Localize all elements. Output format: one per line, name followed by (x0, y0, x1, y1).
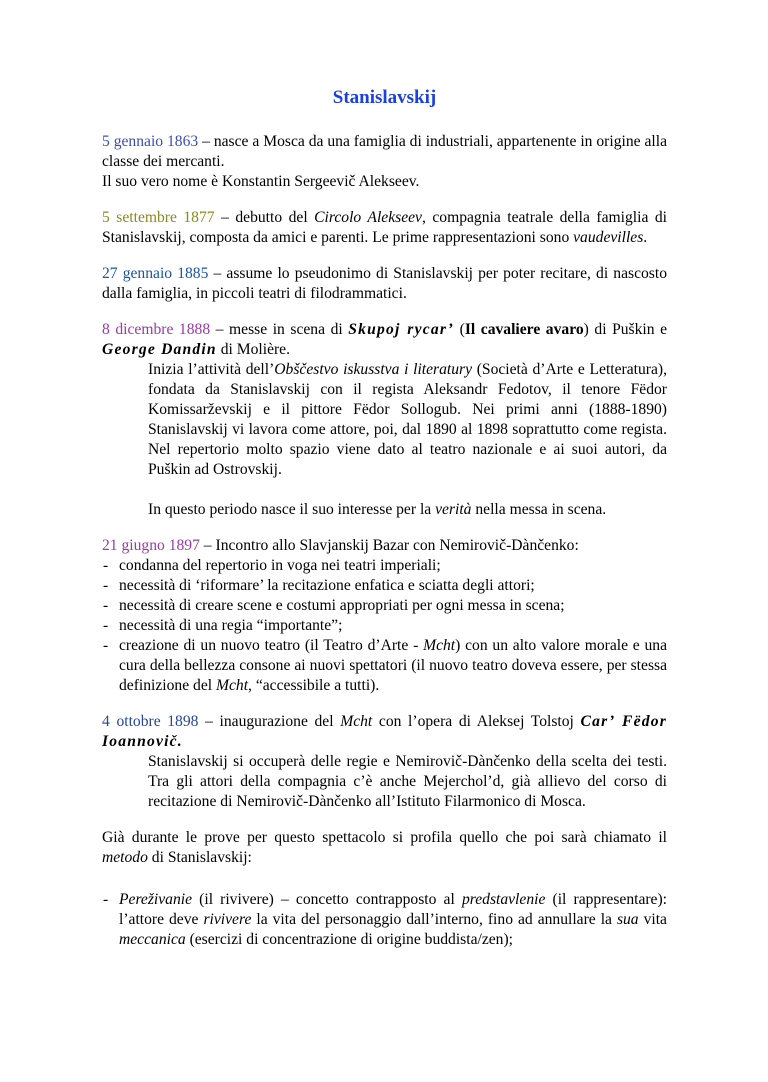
entry-1888-paragraph-1 (102, 360, 667, 480)
list-item (102, 636, 667, 696)
page-title: Stanislavskij (332, 87, 437, 108)
mcht-abbrev: Mcht (340, 713, 373, 730)
verita-intro: In questo periodo nasce il suo interesse per la (148, 501, 436, 518)
entry-1897-text: – Incontro allo Slavjanskij Bazar con Nemirovič-Dànčenko: (199, 537, 579, 554)
work-skupoj-rycar: Skupoj rycar’ (348, 321, 455, 338)
method-list (102, 890, 667, 950)
perezivanie-term: Perežіvanie (119, 891, 193, 908)
list-item-text-a: creazione di un nuovo teatro (il Teatro d’Arte - (119, 637, 424, 654)
society-name: Obščestvo iskusstva i literatury (274, 361, 473, 378)
circolo-title: Circolo Alekseev (314, 209, 422, 226)
list-item: - condanna del repertorio in voga nei teatri imperiali; (102, 556, 667, 576)
work-car-fedor: Car’ Fëdor Ioannovič. (102, 713, 668, 750)
entry-1885 (102, 264, 667, 304)
mcht-abbrev: Mcht (423, 637, 456, 654)
entry-1888-text-c: ) di Puškin e (583, 321, 668, 338)
date-1888: 8 dicembre 1888 (102, 321, 211, 338)
society-description: (Società d’Arte e Letteratura), fondata da Stanislavskij con il regista Aleksandr Fedotov, il tenore Fëdor Komissarževskij e il pittore Fëdor Sollogub. Nei primi anni (1888-1890) Stanislavskij vi lavora come attore, poi, dal 1890 al 1898 soprattutto come regista. Nel repertorio molto spazio viene dato al teatro nazionale e ai suoi autori, da Puškin ad Ostrovskij. (148, 361, 667, 478)
method-intro-text-a: Già durante le prove per questo spettacolo si profila quello che poi sarà chiamato il (102, 829, 667, 846)
list-item: - necessità di ‘riformare’ la recitazione enfatica e sciatta degli attori; (102, 576, 667, 596)
verita-end: nella messa in scena. (471, 501, 607, 518)
work-cavaliere-avaro: Il cavaliere avaro (464, 321, 584, 338)
predstavlenie-term: predstavlenie (461, 891, 546, 908)
entry-1898-text-a: – inaugurazione del (198, 713, 341, 730)
entry-1898 (102, 712, 667, 812)
rivivere-term: rivivere (203, 911, 252, 928)
sua-term: sua (616, 911, 639, 928)
method-text-a: (il rivivere) – concetto contrapposto al (192, 891, 462, 908)
mcht-abbrev: Mcht (216, 677, 249, 694)
entry-1885-text: – assume lo pseudonimo di Stanislavskij per poter recitare, di nascosto dalla famiglia, in piccoli teatri di filodrammatici. (102, 265, 667, 302)
entry-1863-text: – nasce a Mosca da una famiglia di industriali, appartenente in origine alla classe dei mercanti. (102, 133, 667, 170)
entry-1888-paragraph-2 (102, 500, 667, 520)
list-item-text-b: ) con un alto valore morale e una cura della bellezza consone ai nuovi spettatori (il nuovo teatro doveva essere, per stessa definizione del (119, 637, 667, 694)
meccanica-term: meccanica (119, 931, 186, 948)
document-page (0, 88, 768, 950)
entry-1877 (102, 208, 667, 248)
verita-term: verità (435, 501, 472, 518)
list-item: - necessità di creare scene e costumi appropriati per ogni messa in scena; (102, 596, 667, 616)
method-intro (102, 828, 667, 868)
method-text-b: (il rappresentare): l’attore deve (119, 891, 668, 928)
entry-1863 (102, 132, 667, 192)
entry-1898-text-b: con l’opera di Aleksej Tolstoj (372, 713, 581, 730)
vaudevilles-term: vaudevilles (573, 229, 644, 246)
date-1898: 4 ottobre 1898 (102, 713, 199, 730)
reform-list (102, 556, 667, 696)
society-intro: Inizia l’attività dell’ (148, 361, 275, 378)
date-1863: 5 gennaio 1863 (102, 133, 199, 150)
entry-1888-text-a: – messe in scena di (210, 321, 349, 338)
entry-1897 (102, 536, 667, 696)
entry-1863-name: Il suo vero nome è Konstantin Sergeevič Alekseev. (102, 173, 420, 190)
method-intro-text-b: di Stanislavskij: (147, 849, 252, 866)
date-1897: 21 giugno 1897 (102, 537, 200, 554)
entry-1888-text-d: di Molière. (216, 341, 290, 358)
entry-1877-text-c: . (643, 229, 648, 246)
entry-1877-text-b: , compagnia teatrale della famiglia di Stanislavskij, composta da amici e parenti. Le prime rappresentazioni sono (102, 209, 667, 246)
list-item: - necessità di una regia “importante”; (102, 616, 667, 636)
entry-1877-text-a: – debutto del (214, 209, 315, 226)
list-item-text-c: , “accessibile a tutti). (248, 677, 380, 694)
date-1885: 27 gennaio 1885 (102, 265, 209, 282)
list-item (102, 890, 667, 950)
entry-1898-paragraph: Stanislavskij si occuperà delle regie e Nemirovič-Dànčenko della scelta dei testi. Tra gli attori della compagnia c’è anche Mejerchol’d, già allievo del corso di recitazione di Nemirovič-Dànčenko all’Istituto Filarmonico di Mosca. (148, 753, 667, 810)
date-1877: 5 settembre 1877 (102, 209, 215, 226)
entry-1888-text-b: ( (454, 321, 465, 338)
method-text-d: vita (638, 911, 667, 928)
entry-1888 (102, 320, 667, 520)
metodo-term: metodo (102, 849, 148, 866)
work-george-dandin: George Dandin (102, 341, 217, 358)
method-text-e: (esercizi di concentrazione di origine buddista/zen); (185, 931, 514, 948)
method-text-c: la vita del personaggio dall’interno, fino ad annullare la (251, 911, 617, 928)
